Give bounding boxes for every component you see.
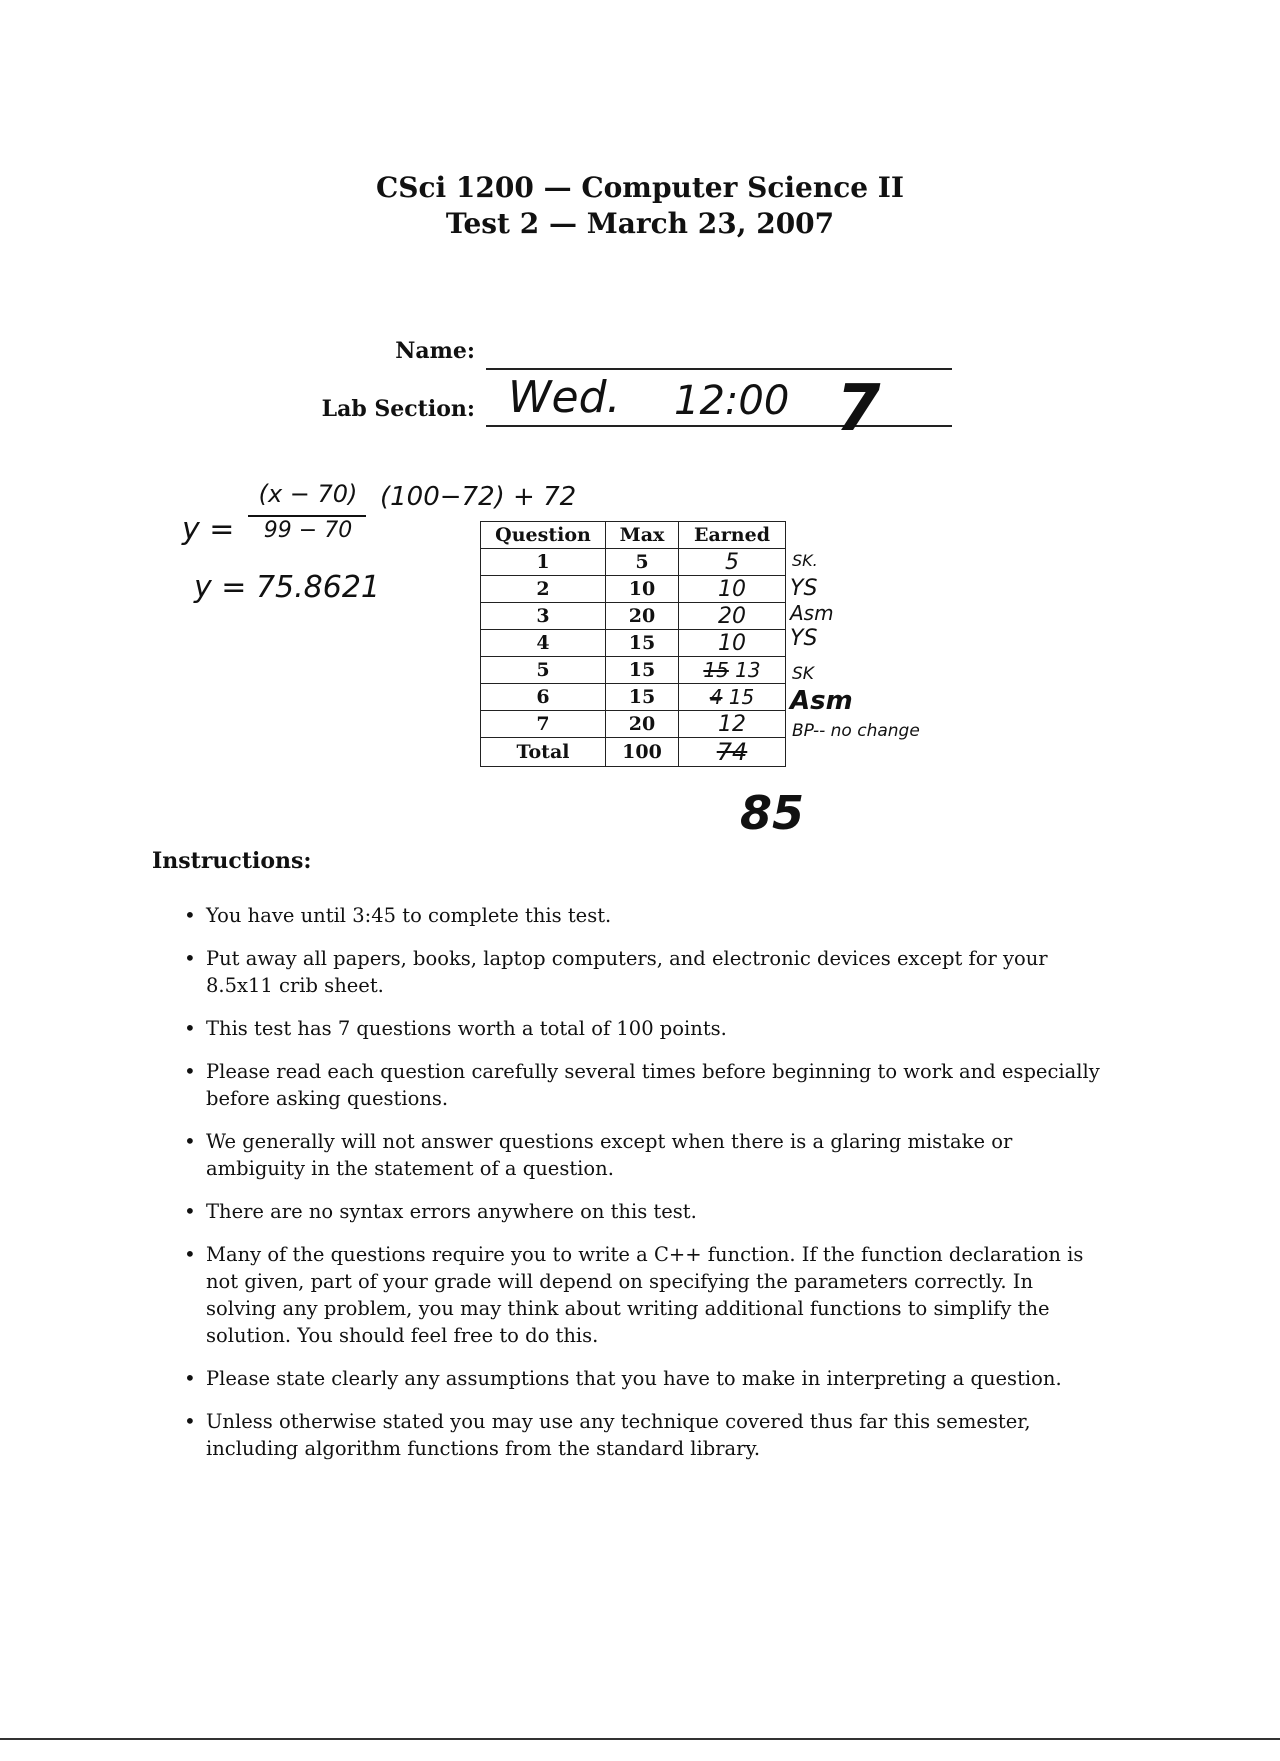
- max-points: 20: [606, 711, 679, 738]
- formula-rest: (100−72) + 72: [380, 482, 577, 512]
- lab-mark-handwritten: 7: [836, 372, 881, 446]
- max-points: 20: [606, 603, 679, 630]
- table-row: [481, 657, 786, 684]
- lab-time-handwritten: 12:00: [674, 378, 790, 424]
- formula-result: y = 75.8621: [194, 570, 381, 605]
- earned-points: 10: [679, 630, 786, 657]
- name-field[interactable]: [486, 368, 952, 370]
- grader-initials-q3: Asm: [790, 601, 834, 625]
- score-table-wrap: [480, 521, 786, 767]
- table-row: [481, 630, 786, 657]
- max-points: 5: [606, 549, 679, 576]
- total-crossed-out: 74: [679, 738, 786, 767]
- score-table-header: [481, 522, 786, 549]
- lab-day-handwritten: Wed.: [508, 372, 621, 423]
- table-row: [481, 576, 786, 603]
- list-item: • We generally will not answer questions except when there is a glaring mistake or ambiguity in the statement of a question.: [180, 1128, 1108, 1182]
- grader-initials-q2: YS: [790, 576, 818, 601]
- question-number: 4: [481, 630, 606, 657]
- earned-points: [679, 684, 786, 711]
- max-points: 15: [606, 657, 679, 684]
- earned-corrected: 13: [735, 658, 761, 682]
- earned-points: 12: [679, 711, 786, 738]
- lab-section-label: Lab Section:: [321, 396, 475, 422]
- header-question: Question: [481, 522, 606, 549]
- earned-corrected: 15: [728, 685, 755, 709]
- formula-lhs: y =: [182, 512, 235, 547]
- earned-points: 20: [679, 603, 786, 630]
- header-earned: Earned: [679, 522, 786, 549]
- earned-crossed-out: 15: [703, 658, 729, 682]
- bottom-rule: [0, 1738, 1280, 1740]
- total-max: 100: [606, 738, 679, 767]
- list-item: • Please read each question carefully several times before beginning to work and especially before asking questions.: [180, 1058, 1108, 1112]
- formula-numerator: (x − 70): [258, 480, 358, 508]
- question-number: 2: [481, 576, 606, 603]
- earned-points: [679, 657, 786, 684]
- question-number: 1: [481, 549, 606, 576]
- total-new-handwritten: 85: [740, 786, 805, 840]
- lab-section-field[interactable]: [486, 425, 952, 427]
- list-item: • Unless otherwise stated you may use any technique covered thus far this semester, including algorithm functions from the standard library.: [180, 1408, 1108, 1462]
- name-label: Name:: [395, 338, 475, 364]
- course-title: CSci 1200 — Computer Science II: [375, 171, 905, 204]
- table-row: [481, 684, 786, 711]
- question-number: 3: [481, 603, 606, 630]
- list-item: • Put away all papers, books, laptop computers, and electronic devices except for your 8.5x11 crib sheet.: [180, 945, 1108, 999]
- instructions-list: [180, 902, 1108, 1478]
- question-number: 7: [481, 711, 606, 738]
- earned-points: 10: [679, 576, 786, 603]
- grader-initials-q1: SK.: [792, 551, 818, 570]
- grader-note-q7: BP-- no change: [792, 721, 920, 741]
- max-points: 15: [606, 684, 679, 711]
- total-label: Total: [481, 738, 606, 767]
- formula-fraction-bar: [248, 515, 366, 517]
- earned-points: 5: [679, 549, 786, 576]
- header-max: Max: [606, 522, 679, 549]
- max-points: 15: [606, 630, 679, 657]
- formula-denominator: 99 − 70: [263, 518, 353, 543]
- instructions-heading: Instructions:: [152, 848, 312, 874]
- table-row: [481, 603, 786, 630]
- grader-initials-q5: SK: [792, 664, 814, 684]
- score-table: [480, 521, 786, 767]
- earned-crossed-out: 4: [709, 685, 723, 709]
- list-item: • Please state clearly any assumptions that you have to make in interpreting a question.: [180, 1365, 1108, 1392]
- total-row: [481, 738, 786, 767]
- list-item: • You have until 3:45 to complete this test.: [180, 902, 1108, 929]
- grader-initials-q6: Asm: [790, 686, 853, 716]
- list-item: • This test has 7 questions worth a total of 100 points.: [180, 1015, 1108, 1042]
- question-number: 5: [481, 657, 606, 684]
- max-points: 10: [606, 576, 679, 603]
- question-number: 6: [481, 684, 606, 711]
- test-title: Test 2 — March 23, 2007: [445, 207, 835, 240]
- table-row: [481, 711, 786, 738]
- table-row: [481, 549, 786, 576]
- grader-initials-q4: YS: [790, 626, 818, 651]
- document-title: [0, 170, 1280, 242]
- list-item: • There are no syntax errors anywhere on this test.: [180, 1198, 1108, 1225]
- list-item: • Many of the questions require you to write a C++ function. If the function declaration is not given, part of your grade will depend on specifying the parameters correctly. In solving any problem, you may think about writing additional functions to simplify the solution. You should feel free to do this.: [180, 1241, 1108, 1349]
